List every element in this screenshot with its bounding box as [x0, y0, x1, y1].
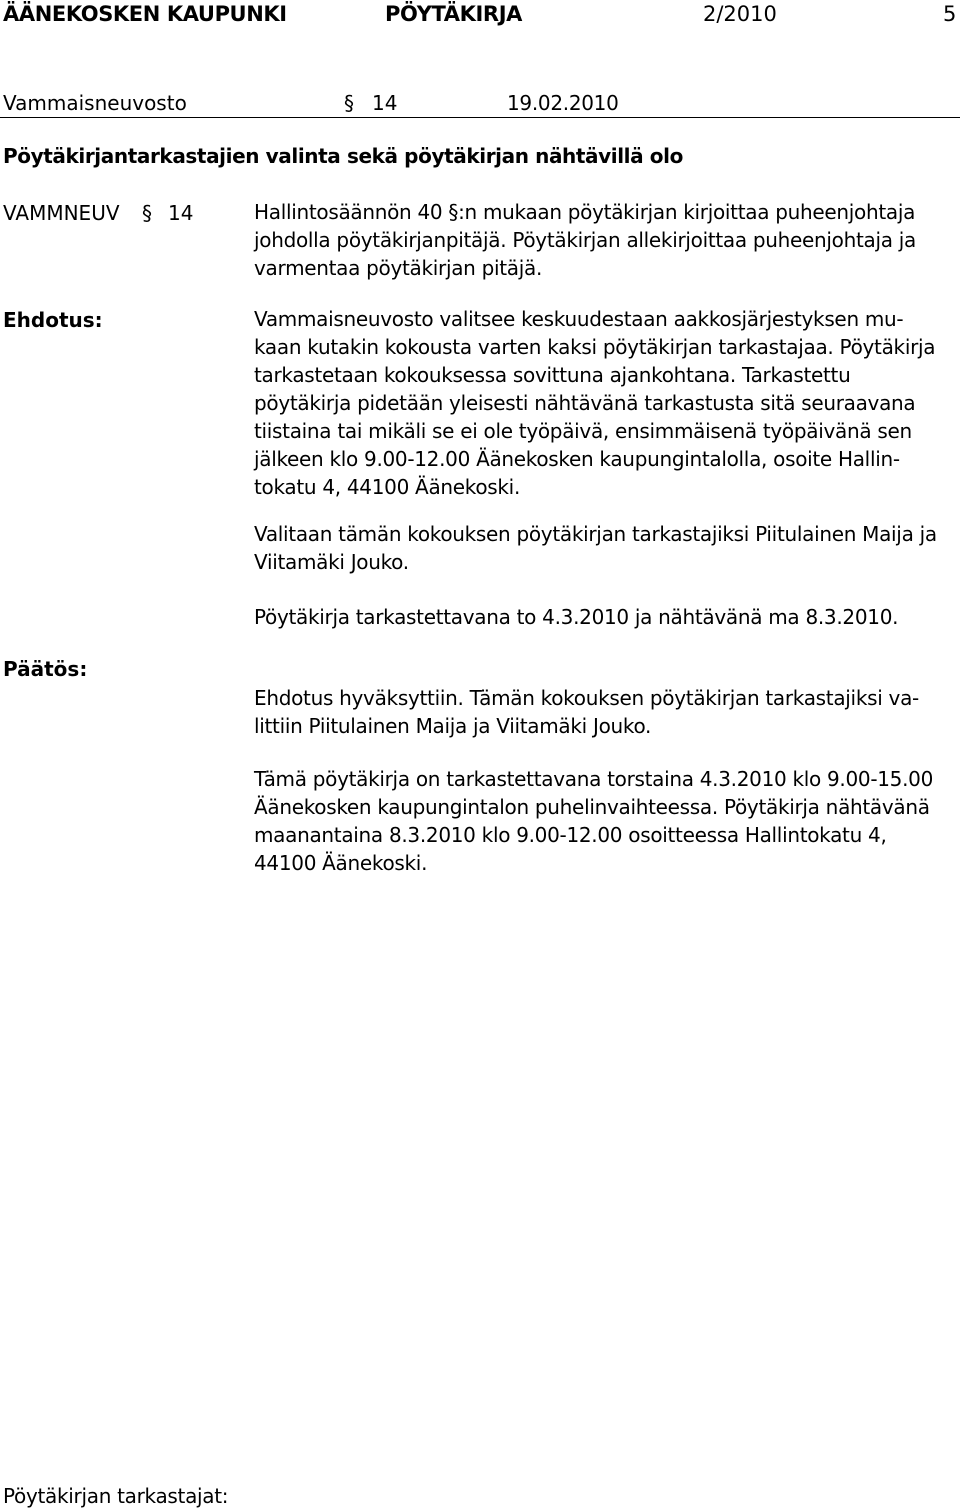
intro-line: Hallintosäännön 40 §:n mukaan pöytäkirjan kirjoittaa puheenjohtaja — [254, 200, 916, 224]
proposal-line: kaan kutakin kokousta varten kaksi pöytäkirjan tarkastajaa. Pöytäkirja — [254, 335, 936, 359]
decision-line: Ehdotus hyväksyttiin. Tämän kokouksen pöytäkirjan tarkastajiksi va- — [254, 686, 919, 710]
reference-section-number: 14 — [168, 201, 194, 225]
proposal-line: pöytäkirja pidetään yleisesti nähtävänä tarkastusta sitä seuraavana — [254, 391, 916, 415]
intro-paragraph — [254, 198, 954, 282]
section-sign: § — [344, 91, 354, 115]
header-rule — [0, 117, 960, 118]
decision-label: Päätös: — [3, 657, 88, 681]
item-title: Pöytäkirjantarkastajien valinta sekä pöytäkirjan nähtävillä olo — [3, 144, 683, 168]
proposal-line: Pöytäkirja tarkastettavana to 4.3.2010 ja nähtävänä ma 8.3.2010. — [254, 605, 899, 629]
proposal-line: jälkeen klo 9.00-12.00 Äänekosken kaupungintalolla, osoite Hallin- — [254, 447, 900, 471]
proposal-line: tarkastetaan kokouksessa sovittuna ajankohtana. Tarkastettu — [254, 363, 851, 387]
proposal-line: tiistaina tai mikäli se ei ole työpäivä, ensimmäisenä työpäivänä sen — [254, 419, 912, 443]
decision-paragraph-1 — [254, 684, 954, 740]
proposal-line: Valitaan tämän kokouksen pöytäkirjan tarkastajiksi Piitulainen Maija ja — [254, 522, 937, 546]
reference-section-sign: § — [142, 201, 152, 225]
document-type: PÖYTÄKIRJA — [385, 2, 522, 26]
meeting-date: 19.02.2010 — [507, 91, 619, 115]
municipality-name: ÄÄNEKOSKEN KAUPUNKI — [3, 2, 287, 26]
decision-paragraph-2 — [254, 765, 954, 877]
proposal-paragraph-2 — [254, 520, 954, 576]
meeting-body: Vammaisneuvosto — [3, 91, 187, 115]
proposal-paragraph-3 — [254, 603, 954, 631]
reference-code: VAMMNEUV — [3, 201, 120, 225]
decision-line: maanantaina 8.3.2010 klo 9.00-12.00 osoitteessa Hallintokatu 4, — [254, 823, 887, 847]
section-number: 14 — [372, 91, 398, 115]
intro-line: johdolla pöytäkirjanpitäjä. Pöytäkirjan allekirjoittaa puheenjohtaja ja — [254, 228, 916, 252]
document-number: 2/2010 — [703, 2, 777, 26]
proposal-line: Viitamäki Jouko. — [254, 550, 409, 574]
reviewers-label: Pöytäkirjan tarkastajat: — [3, 1484, 229, 1508]
proposal-line: tokatu 4, 44100 Äänekoski. — [254, 475, 520, 499]
proposal-paragraph-1 — [254, 305, 954, 501]
decision-line: 44100 Äänekoski. — [254, 851, 428, 875]
page-number: 5 — [943, 2, 957, 26]
intro-line: varmentaa pöytäkirjan pitäjä. — [254, 256, 543, 280]
proposal-line: Vammaisneuvosto valitsee keskuudestaan aakkosjärjestyksen mu- — [254, 307, 904, 331]
decision-line: Tämä pöytäkirja on tarkastettavana torstaina 4.3.2010 klo 9.00-15.00 — [254, 767, 934, 791]
proposal-label: Ehdotus: — [3, 308, 103, 332]
decision-line: littiin Piitulainen Maija ja Viitamäki Jouko. — [254, 714, 652, 738]
decision-line: Äänekosken kaupungintalon puhelinvaihteessa. Pöytäkirja nähtävänä — [254, 795, 930, 819]
